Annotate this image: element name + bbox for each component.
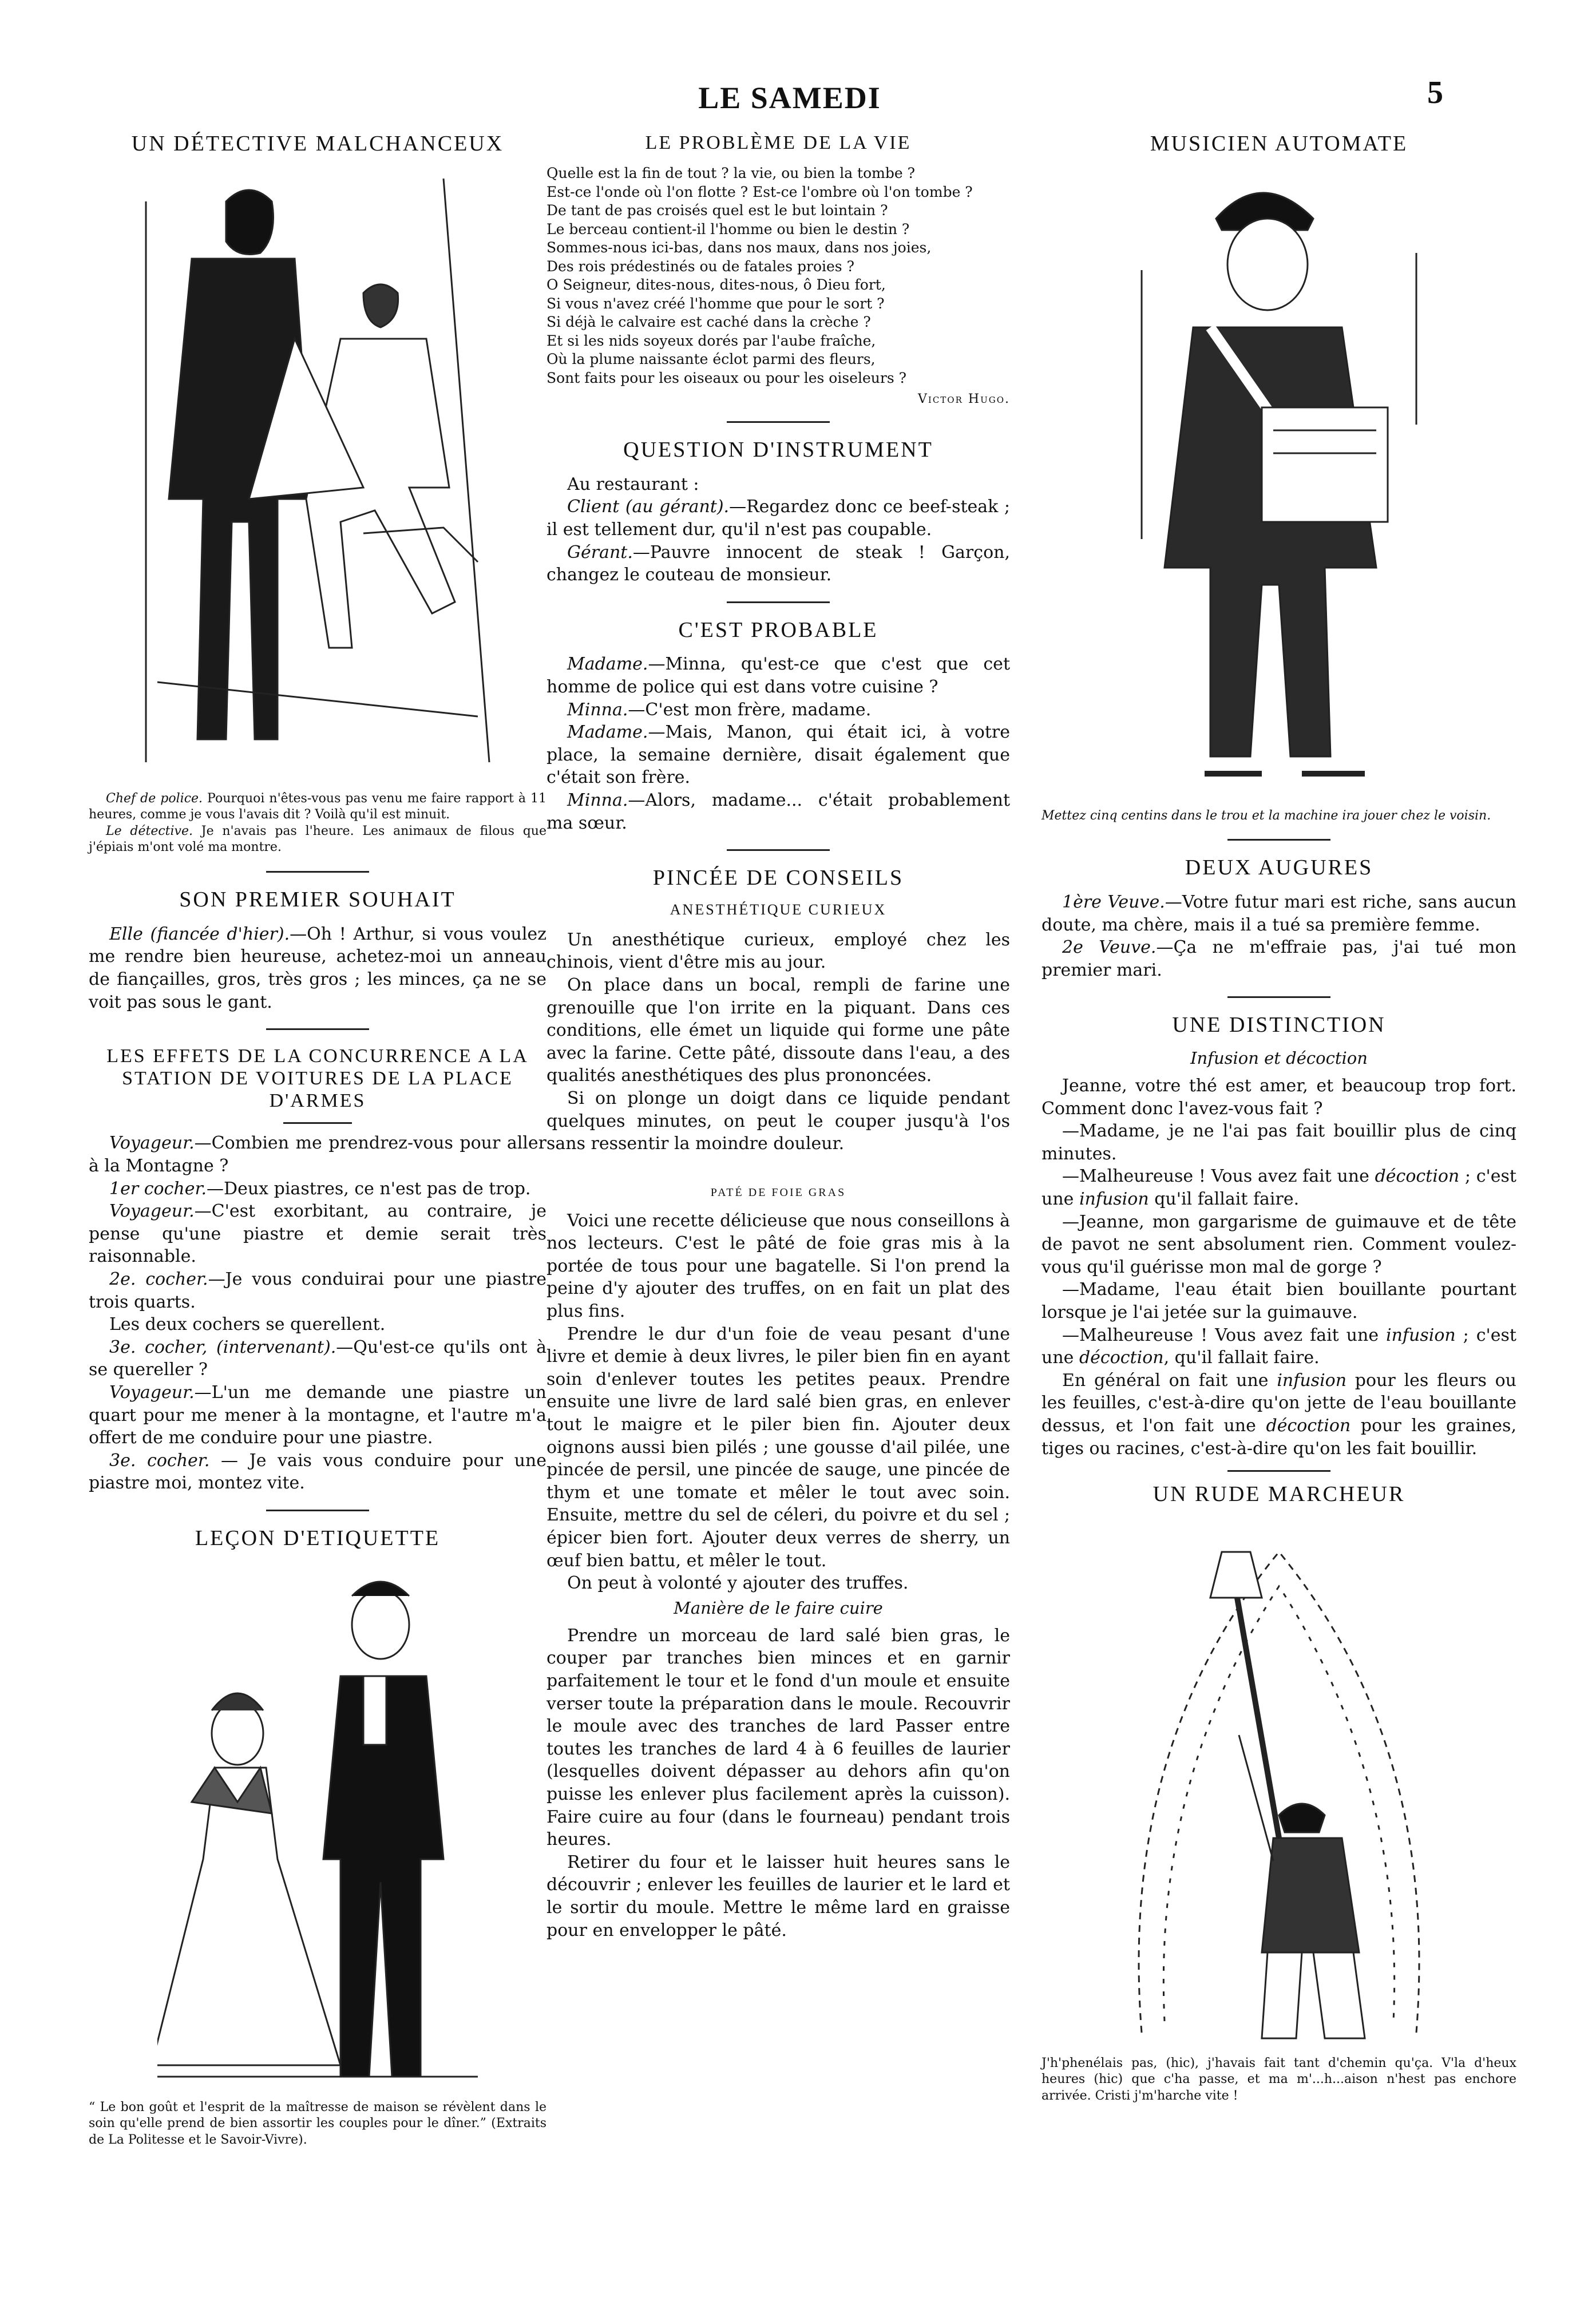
text: ; c'est une — [1041, 1325, 1516, 1368]
maniere-title: Manière de le faire cuire — [674, 1598, 883, 1618]
poem-line: Et si les nids soyeux dorés par l'aube fraîche, — [546, 332, 876, 349]
line-text: —Combien me prendrez-vous pour aller à la Montagne ? — [89, 1133, 546, 1176]
detective-caption — [89, 791, 546, 856]
line-text: —Mais, Manon, qui était ici, à votre place, la semaine dernière, disait également que c'était son frère. — [546, 722, 1010, 788]
divider — [1227, 839, 1330, 841]
probable-line — [546, 721, 1010, 789]
poem-line: Quelle est la fin de tout ? la vie, ou bien la tombe ? — [546, 165, 915, 182]
poem-line: Si vous n'avez créé l'homme que pour le sort ? — [546, 295, 885, 312]
speaker: Voyageur. — [109, 1201, 195, 1222]
column-right — [1041, 132, 1516, 2105]
probable-line — [546, 653, 1010, 698]
line-text: —Votre futur mari est riche, sans aucun doute, ma chère, mais il a tué sa première femme. — [1041, 892, 1516, 935]
etiquette-illustration — [157, 1562, 478, 2094]
concurrence-line — [89, 1200, 546, 1268]
concurrence-line — [89, 1268, 546, 1313]
concurrence-line — [89, 1313, 546, 1336]
probable-title: C'EST PROBABLE — [678, 617, 878, 642]
text: ; c'est une — [1041, 1166, 1516, 1209]
divider — [266, 1510, 369, 1511]
text: décoction — [1375, 1166, 1460, 1187]
poem-author: Victor Hugo. — [918, 392, 1010, 407]
detective-caption-text-2: Je n'avais pas l'heure. Les animaux de filous que j'épiais m'ont volé ma montre. — [89, 823, 546, 855]
line-text: —C'est exorbitant, au contraire, je pense qu'une piastre et demie serait très raisonnable. — [89, 1201, 546, 1267]
speaker: 1ère Veuve. — [1062, 892, 1165, 912]
conseils-title: PINCÉE DE CONSEILS — [652, 866, 904, 890]
distinction-p1: Jeanne, votre thé est amer, et beaucoup trop fort. Comment donc l'avez-vous fait ? — [1041, 1076, 1516, 1119]
line-text: —Minna, qu'est-ce que c'est que cet homme de police qui est dans votre cuisine ? — [546, 654, 1010, 698]
poem-line: Où la plume naissante éclot parmi des fleurs, — [546, 351, 876, 368]
speaker: 3e. cocher. — [109, 1450, 210, 1471]
speaker: 1er cocher. — [109, 1178, 207, 1199]
maniere-p1: Prendre un morceau de lard salé bien gras, le couper par tranches bien minces et en garnir parfaitement le tour et le fond d'un moule et ensuite verser toute la préparation dans le moule. Recouvrir le moule avec des tranches de lard Passer entre toutes les tranches de lard 4 à 6 feuilles de laurier (lesquelles doivent dépasser au dehors afin qu'on puisse les enlever plus facilement après la cuisson). Faire cuire au four (dans le fourneau) pendant trois heures. — [546, 1625, 1010, 1850]
souhait-title: SON PREMIER SOUHAIT — [179, 888, 456, 912]
distinction-subtitle: Infusion et décoction — [1190, 1048, 1368, 1068]
speaker: Voyageur. — [109, 1133, 195, 1154]
speaker: Madame. — [567, 654, 648, 675]
souhait-text — [89, 923, 546, 1013]
distinction-p4: —Jeanne, mon gargarisme de guimauve et de tête de pavot ne sent absolument rien. Comment voulez-vous qu'il guérisse mon mal de gorge ? — [1041, 1211, 1516, 1277]
pate-p3: On peut à volonté y ajouter des truffes. — [567, 1573, 909, 1594]
probable-line — [546, 699, 1010, 722]
augures-line — [1041, 936, 1516, 981]
text: , qu'il fallait faire. — [1163, 1348, 1320, 1368]
poem — [546, 164, 1010, 387]
speaker: Madame. — [567, 722, 648, 743]
divider — [266, 1028, 369, 1030]
concurrence-line — [89, 1449, 546, 1495]
divider — [266, 871, 369, 873]
souhait-body: —Oh ! Arthur, si vous voulez me rendre bien heureuse, achetez-moi un anneau de fiançailles, gros, très gros ; les minces, ça ne se voit pas sous le gant. — [89, 924, 546, 1012]
instrument-title: QUESTION D'INSTRUMENT — [623, 438, 933, 462]
poem-line: Sommes-nous ici-bas, dans nos maux, dans nos joies, — [546, 239, 932, 256]
concurrence-line — [89, 1381, 546, 1449]
probable-line — [546, 789, 1010, 834]
text: infusion — [1386, 1325, 1456, 1345]
detective-caption-text-1: Pourquoi n'êtes-vous pas venu me faire rapport à 11 heures, comme je vous l'avais dit ? Voilà qu'il est minuit. — [89, 791, 546, 822]
line-text: —Deux piastres, ce n'est pas de trop. — [207, 1178, 531, 1199]
masthead: LE SAMEDI — [698, 81, 881, 115]
speaker: Voyageur. — [109, 1382, 195, 1403]
column-left — [89, 132, 546, 2148]
text: pour les graines, tiges ou racines, c'est-à-dire qu'on les fait bouillir. — [1041, 1415, 1516, 1459]
souhait-speaker: Elle (fiancée d'hier). — [109, 924, 290, 944]
line-text: — Je vais vous conduire pour une piastre moi, montez vite. — [89, 1450, 547, 1494]
line-text: —Ça ne m'effraie pas, j'ai tué mon premier mari. — [1041, 937, 1516, 980]
detective-illustration — [123, 167, 512, 785]
distinction-p5: —Madame, l'eau était bien bouillante pourtant lorsque je l'ai jetée sur la guimauve. — [1041, 1280, 1516, 1322]
text: qu'il fallait faire. — [1149, 1189, 1300, 1209]
concurrence-dialogue — [89, 1132, 546, 1495]
distinction-p3 — [1041, 1165, 1516, 1210]
instrument-line — [546, 496, 1010, 541]
text: décoction — [1079, 1348, 1164, 1368]
speaker: Client (au gérant). — [567, 497, 730, 517]
divider — [727, 421, 830, 423]
divider — [727, 601, 830, 603]
poem-line: Sont faits pour les oiseaux ou pour les oiseleurs ? — [546, 369, 907, 386]
poem-line: Des rois prédestinés ou de fatales proies ? — [546, 258, 854, 275]
distinction-title: UNE DISTINCTION — [1172, 1013, 1386, 1037]
anesthetique-p3: Si on plonge un doigt dans ce liquide pendant quelques minutes, on peut le couper jusqu'à l'os sans ressentir la moindre douleur. — [546, 1088, 1010, 1154]
speaker: 2e Veuve. — [1062, 937, 1157, 958]
anesthetique-p2: On place dans un bocal, rempli de farine une grenouille que l'on irrite en la piquant. Dans ces conditions, elle émet un liquide qui forme une pâte avec la farine. Cette pâté, dissoute dans l'eau, a des qualités anesthétiques des plus prononcées. — [546, 975, 1010, 1086]
speaker: 3e. cocher, (intervenant). — [109, 1337, 336, 1357]
text: infusion — [1277, 1370, 1347, 1391]
poem-line: O Seigneur, dites-nous, dites-nous, ô Dieu fort, — [546, 276, 886, 294]
instrument-line — [546, 541, 1010, 587]
divider — [1227, 996, 1330, 998]
pate-title: PATÉ DE FOIE GRAS — [710, 1186, 846, 1199]
pate-p2: Prendre le dur d'un foie de veau pesant d'une livre et demie à deux livres, le piler bien fin en ayant soin d'enlever toutes les petites peaux. Prendre ensuite une livre de lard salé bien gras, en enlever tout le maigre et le piler bien fin. Ajouter deux oignons aussi bien pilés ; une gousse d'ail pilée, une pincée de persil, une pincée de sauge, une pincée de thym et une tomate et mêler le tout avec soin. Ensuite, mettre du sel de céleri, du poivre et du sel ; épicer bien fort. Ajouter deux verres de sherry, un œuf bien battu, et mêler le tout. — [546, 1324, 1010, 1571]
line-text: —L'un me demande une piastre un quart pour me mener à la montagne, et l'autre m'a offert de me conduire pour une piastre. — [89, 1382, 546, 1448]
musicien-illustration — [1119, 167, 1439, 802]
divider — [283, 1122, 352, 1124]
line-text: —Je vous conduirai pour une piastre trois quarts. — [89, 1269, 547, 1312]
etiquette-caption: “ Le bon goût et l'esprit de la maîtresse de maison se révèlent dans le soin qu'elle prend de bien assortir les couples pour le dîner.” (Extraits de La Politesse et le Savoir-Vivre). — [89, 2100, 546, 2147]
detective-title: UN DÉTECTIVE MALCHANCEUX — [131, 132, 504, 156]
line-text: —Qu'est-ce qu'ils ont à se quereller ? — [89, 1337, 546, 1380]
anesthetique-p1: Un anesthétique curieux, employé chez les chinois, vient d'être mis au jour. — [546, 929, 1010, 973]
musicien-title: MUSICIEN AUTOMATE — [1150, 132, 1408, 156]
distinction-p6 — [1041, 1324, 1516, 1369]
etiquette-title: LEÇON D'ETIQUETTE — [195, 1526, 441, 1550]
poem-line: Le berceau contient-il l'homme ou bien le destin ? — [546, 220, 910, 237]
concurrence-title: LES EFFETS DE LA CONCURRENCE A LA STATION DE VOITURES DE LA PLACE D'ARMES — [106, 1045, 529, 1112]
marcheur-title: UN RUDE MARCHEUR — [1153, 1482, 1405, 1507]
line-text: Les deux cochers se querellent. — [109, 1314, 386, 1335]
line-text: —Pauvre innocent de steak ! Garçon, changez le couteau de monsieur. — [546, 542, 1010, 585]
augures-title: DEUX AUGURES — [1185, 856, 1373, 880]
anesthetique-title: ANESTHÉTIQUE CURIEUX — [670, 901, 887, 918]
probleme-title: LE PROBLÈME DE LA VIE — [645, 132, 912, 153]
text: En général on fait une — [1062, 1370, 1277, 1391]
concurrence-line — [89, 1132, 546, 1177]
poem-line: Si déjà le calvaire est caché dans la crèche ? — [546, 314, 871, 331]
poem-line: Est-ce l'onde où l'on flotte ? Est-ce l'ombre où l'on tombe ? — [546, 183, 973, 200]
text: pour les fleurs ou les feuilles, c'est-à-dire qu'on jette de l'eau bouillante dessus, et l'on fait une — [1041, 1370, 1516, 1436]
speaker: Gérant. — [567, 542, 633, 563]
divider — [1227, 1470, 1330, 1472]
pate-p1: Voici une recette délicieuse que nous conseillons à nos lecteurs. C'est le pâté de foie gras mis à la portée de tous pour une bagatelle. Si l'on prend la peine d'y ajouter des truffes, on en fait un plat des plus fins. — [546, 1210, 1010, 1322]
column-middle — [546, 132, 1010, 1942]
line-text: —Regardez donc ce beef-steak ; il est tellement dur, qu'il n'est pas coupable. — [546, 497, 1010, 540]
speaker: Minna. — [567, 699, 628, 720]
detective-speaker-1: Chef de police. — [106, 791, 203, 806]
divider — [727, 849, 830, 851]
text: infusion — [1079, 1189, 1149, 1209]
marcheur-caption: J'h'phenélais pas, (hic), j'havais fait tant d'chemin qu'ça. V'la d'heux heures (hic) que c'ha passe, et ma m'...h...aison n'hest pas enchore arrivée. Cristi j'm'harche vite ! — [1041, 2056, 1516, 2103]
speaker: Minna. — [567, 790, 628, 810]
page-number: 5 — [1427, 75, 1443, 110]
text: —Malheureuse ! Vous avez fait une — [1062, 1166, 1375, 1187]
concurrence-line — [89, 1178, 546, 1201]
marcheur-illustration — [1107, 1518, 1451, 2050]
spacer — [546, 1155, 1010, 1163]
distinction-p2: —Madame, je ne l'ai pas fait bouillir plus de cinq minutes. — [1041, 1121, 1516, 1164]
distinction-p7 — [1041, 1369, 1516, 1460]
line-text: —C'est mon frère, madame. — [628, 699, 872, 720]
detective-speaker-2: Le détective. — [106, 823, 193, 838]
text: —Malheureuse ! Vous avez fait une — [1062, 1325, 1387, 1345]
line-text: —Alors, madame... c'était probablement ma sœur. — [546, 790, 1010, 833]
augures-line — [1041, 891, 1516, 936]
concurrence-line — [89, 1336, 546, 1381]
poem-line: De tant de pas croisés quel est le but lointain ? — [546, 202, 888, 219]
instrument-intro: Au restaurant : — [567, 474, 699, 494]
text: décoction — [1266, 1415, 1351, 1436]
maniere-p2: Retirer du four et le laisser huit heures sans le découvrir ; enlever les feuilles de laurier et le lard et le sortir du moule. Mettre le même lard en graisse pour en envelopper le pâté. — [546, 1852, 1010, 1940]
musicien-caption: Mettez cinq centins dans le trou et la machine ira jouer chez le voisin. — [1041, 808, 1491, 823]
speaker: 2e. cocher. — [109, 1269, 208, 1289]
